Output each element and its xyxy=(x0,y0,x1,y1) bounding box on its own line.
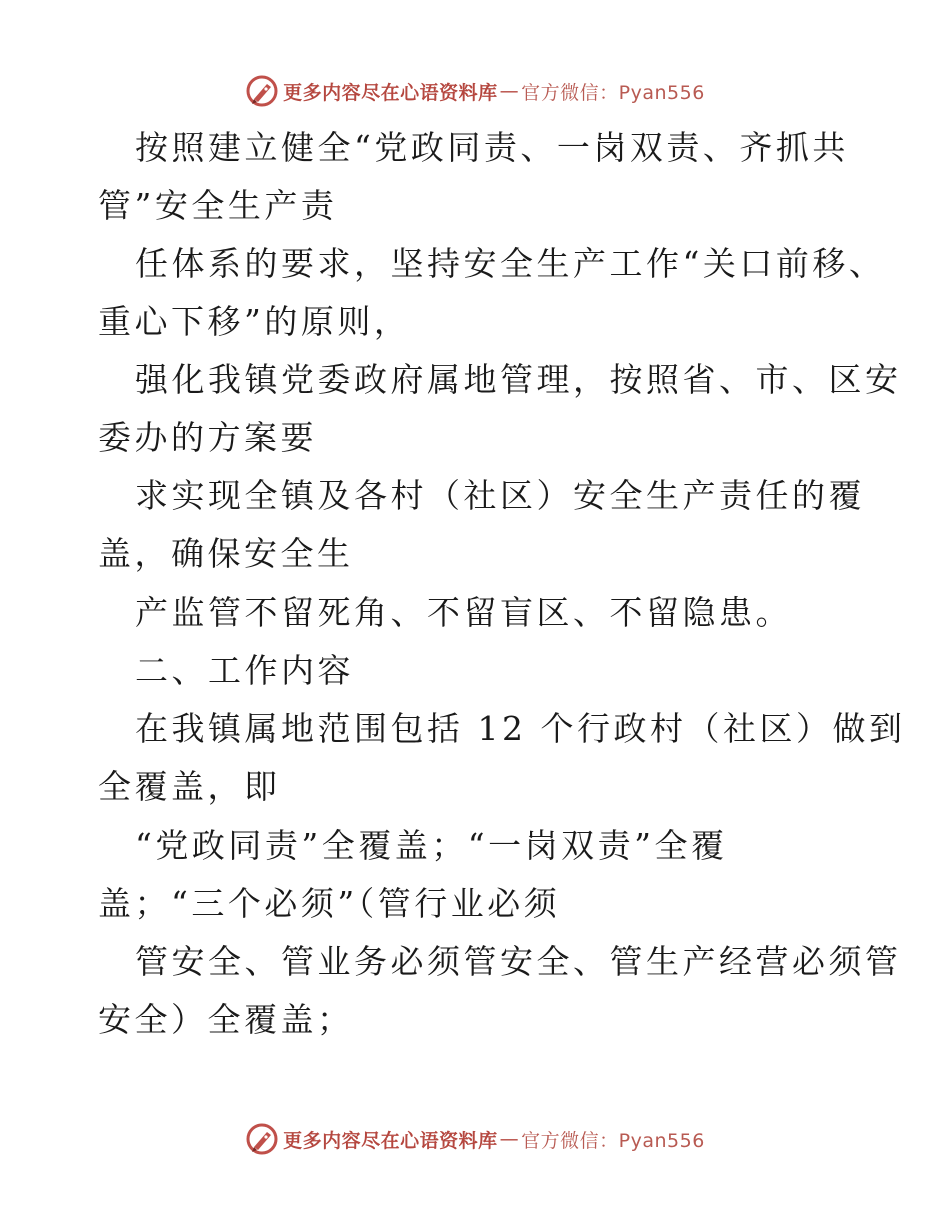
text-line: 管”安全生产责 xyxy=(98,186,338,225)
pen-logo-icon xyxy=(245,74,279,108)
watermark-wechat-text: 官方微信：Pyan556 xyxy=(521,81,705,104)
section-heading: 二、工作内容 xyxy=(135,651,354,690)
watermark-main-text: 更多内容尽在心语资料库 xyxy=(283,81,498,104)
watermark-main-text: 更多内容尽在心语资料库 xyxy=(283,1129,498,1152)
text-line: 管安全、管业务必须管安全、管生产经营必须管 xyxy=(135,942,902,981)
footer-watermark xyxy=(0,1119,950,1159)
watermark-wechat-text: 官方微信：Pyan556 xyxy=(521,1129,705,1152)
text-line: 重心下移”的原则， xyxy=(98,302,411,341)
watermark-separator: — xyxy=(499,80,520,102)
watermark-separator: — xyxy=(499,1128,520,1150)
text-line: 盖，确保安全生 xyxy=(98,534,354,573)
text-line: 产监管不留死角、不留盲区、不留隐患。 xyxy=(135,593,792,632)
text-line: 任体系的要求，坚持安全生产工作“关口前移、 xyxy=(135,244,886,283)
text-line: 在我镇属地范围包括 12 个行政村（社区）做到 xyxy=(135,709,906,748)
header-watermark xyxy=(0,71,950,111)
text-line: “党政同责”全覆盖；“一岗双责”全覆 xyxy=(135,826,728,865)
text-line: 求实现全镇及各村（社区）安全生产责任的覆 xyxy=(135,476,865,515)
text-line: 强化我镇党委政府属地管理，按照省、市、区安 xyxy=(135,360,902,399)
text-line: 安全）全覆盖； xyxy=(98,1000,354,1039)
text-line: 委办的方案要 xyxy=(98,418,317,457)
text-line: 全覆盖，即 xyxy=(98,767,281,806)
pen-logo-icon xyxy=(245,1122,279,1156)
text-line: 盖；“三个必须”（管行业必须 xyxy=(98,884,561,923)
text-line: 按照建立健全“党政同责、一岗双责、齐抓共 xyxy=(135,128,849,167)
